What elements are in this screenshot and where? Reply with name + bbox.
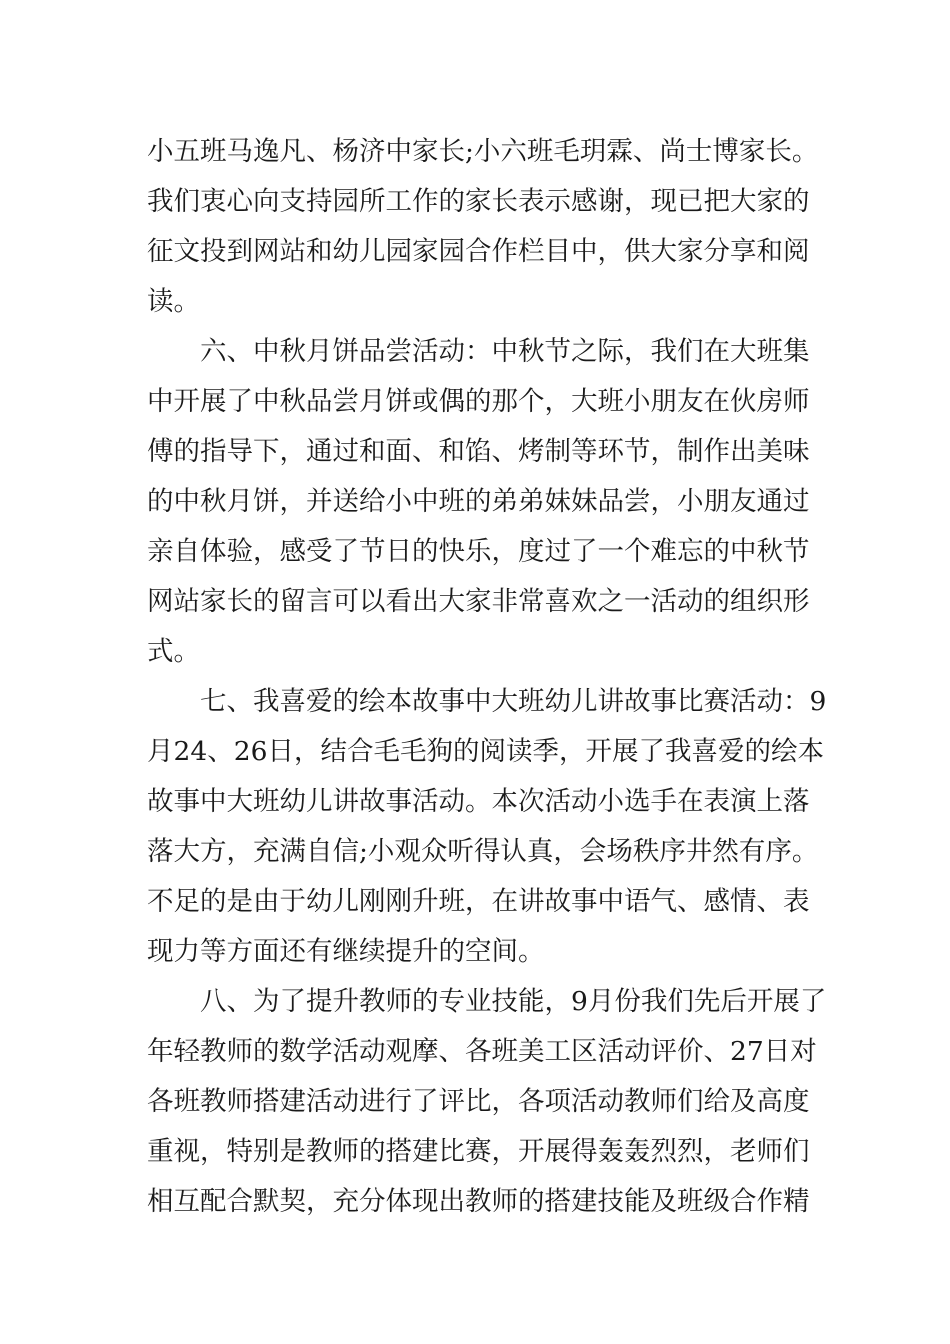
text-line: 不足的是由于幼儿刚刚升班，在讲故事中语气、感情、表 (147, 886, 810, 917)
text-line: 我们衷心向支持园所工作的家长表示感谢，现已把大家的 (147, 186, 810, 217)
text-line: 傅的指导下，通过和面、和馅、烤制等环节，制作出美味 (147, 436, 810, 467)
text-line: 中开展了中秋品尝月饼或偶的那个，大班小朋友在伙房师 (147, 386, 810, 417)
text-line: 重视，特别是教师的搭建比赛，开展得轰轰烈烈，老师们 (147, 1136, 810, 1167)
paragraph-8-first-line: 八、为了提升教师的专业技能，9月份我们先后开展了 (200, 986, 827, 1017)
text-line: 征文投到网站和幼儿园家园合作栏目中，供大家分享和阅 (147, 236, 810, 267)
text-line: 小五班马逸凡、杨济中家长;小六班毛玥霖、尚士博家长。 (147, 136, 819, 167)
text-line: 读。 (147, 286, 200, 317)
text-line: 的中秋月饼，并送给小中班的弟弟妹妹品尝，小朋友通过 (147, 486, 810, 517)
text-line: 相互配合默契，充分体现出教师的搭建技能及班级合作精 (147, 1186, 810, 1217)
text-line: 故事中大班幼儿讲故事活动。本次活动小选手在表演上落 (147, 786, 810, 817)
text-line: 月24、26日，结合毛毛狗的阅读季，开展了我喜爱的绘本 (147, 736, 824, 767)
text-line: 各班教师搭建活动进行了评比，各项活动教师们给及高度 (147, 1086, 810, 1117)
text-line: 亲自体验，感受了节日的快乐，度过了一个难忘的中秋节 (147, 536, 810, 567)
text-line: 式。 (147, 636, 200, 667)
text-line: 网站家长的留言可以看出大家非常喜欢之一活动的组织形 (147, 586, 810, 617)
text-line: 年轻教师的数学活动观摩、各班美工区活动评价、27日对 (147, 1036, 817, 1067)
text-line: 现力等方面还有继续提升的空间。 (147, 936, 545, 967)
paragraph-6-first-line: 六、中秋月饼品尝活动：中秋节之际，我们在大班集 (200, 336, 810, 367)
text-line: 落大方，充满自信;小观众听得认真，会场秩序井然有序。 (147, 836, 819, 867)
paragraph-7-first-line: 七、我喜爱的绘本故事中大班幼儿讲故事比赛活动：9 (200, 686, 827, 717)
